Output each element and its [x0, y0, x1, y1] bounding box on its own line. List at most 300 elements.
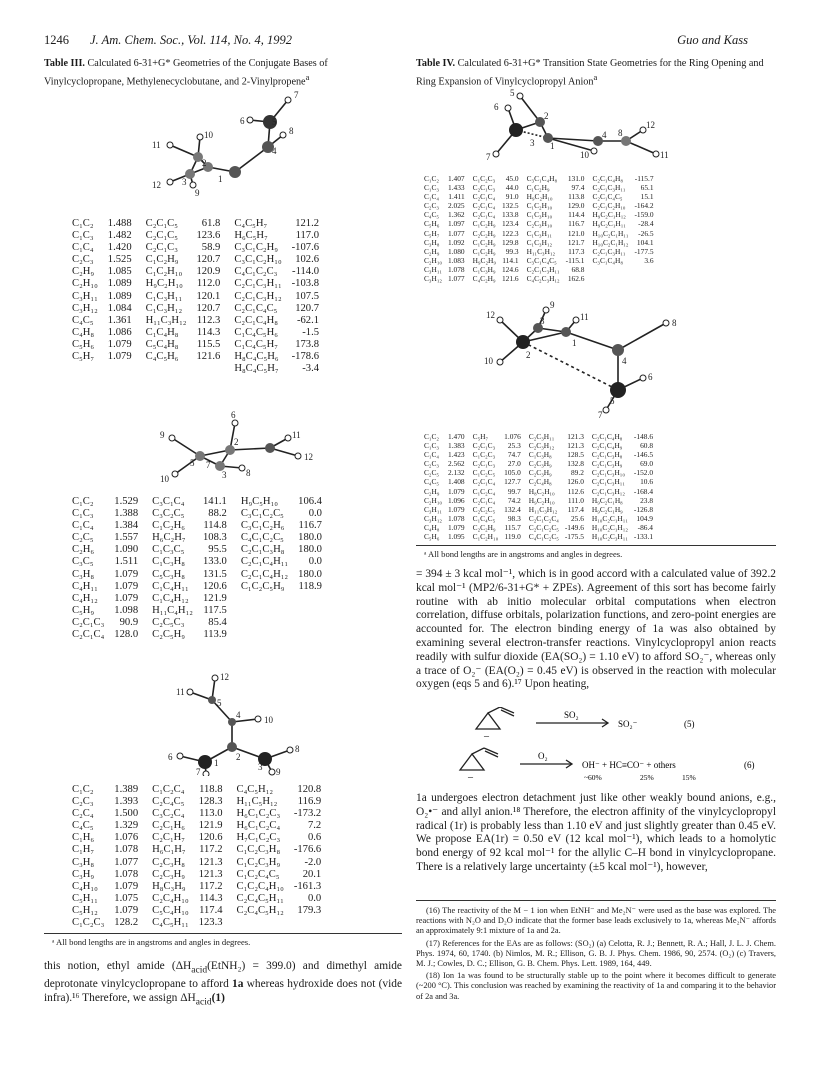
value-cell: 0.0: [307, 892, 322, 904]
parameter-cell: C₂C₁C₃: [472, 183, 496, 193]
table-row: [424, 496, 661, 505]
parameter-cell: C₂C₁C₄: [472, 192, 496, 202]
value-cell: 119.0: [504, 532, 521, 542]
value-cell: [294, 917, 335, 929]
parameter-cell: C₂C₁C₄C₅: [234, 302, 278, 314]
value-cell: 3.6: [644, 255, 654, 265]
atom-label: 12: [646, 120, 655, 130]
parameter-cell: C₂C₄: [72, 808, 94, 820]
parameter-cell: C₃H₁₂: [72, 302, 98, 314]
parameter-cell: C₂C₁C₃H₉: [591, 459, 623, 469]
table3-block1: [72, 218, 333, 375]
parameter-cell: H₉C₂C₁H₈: [591, 495, 623, 505]
parameter-cell: [241, 605, 298, 617]
parameter-cell: H₉C₅H₁₀: [240, 496, 278, 507]
parameter-cell: C₁C₂C₃H₉: [236, 856, 281, 868]
parameter-cell: H₉C₂H₁₀: [526, 192, 553, 202]
value-cell: 2.132: [448, 468, 465, 478]
parameter-cell: C₂C₁C₄H₈: [591, 432, 623, 441]
parameter-cell: H₉C₂C₁H₁₂: [592, 210, 626, 220]
body-bold: (1): [211, 991, 225, 1004]
value-cell: 69.0: [640, 459, 654, 469]
table-row: [424, 514, 661, 523]
value-cell: -3.4: [302, 363, 320, 375]
table4-caption-text: Calculated 6-31+G* Transition State Geometries for the Ring Opening and Ring Expansion of Vinylcyclopropyl Anion: [416, 58, 764, 87]
value-cell: 97.4: [571, 183, 585, 193]
atom-label: 12: [220, 672, 229, 682]
table-row: [424, 441, 661, 450]
journal-citation: J. Am. Chem. Soc., Vol. 114, No. 4, 1992: [90, 33, 292, 47]
parameter-cell: C₄C₅: [424, 210, 440, 220]
value-cell: 27.0: [507, 459, 521, 469]
value-cell: 65.1: [640, 183, 654, 193]
parameter-cell: [241, 593, 298, 605]
atom-label: 8: [246, 468, 251, 478]
table-row: [424, 477, 661, 486]
parameter-cell: C₂C₃H₈: [152, 856, 185, 868]
parameter-cell: C₅H₉: [72, 604, 95, 616]
atom-label: 5: [272, 117, 277, 127]
parameter-cell: C₂C₁C₄H₈: [234, 314, 278, 326]
value-cell: 114.8: [203, 520, 227, 532]
parameter-cell: C₂C₃: [424, 459, 440, 469]
right-body-text-2: [416, 792, 776, 875]
value-cell: 122.3: [501, 228, 519, 238]
value-cell: 1.383: [448, 441, 465, 451]
parameter-cell: C₁C₄: [424, 192, 440, 202]
value-cell: [196, 363, 234, 375]
value-cell: 120.6: [202, 580, 227, 592]
value-cell: 1.079: [114, 592, 139, 604]
atom-label: 5: [610, 396, 615, 406]
atom-label: 11: [176, 687, 185, 697]
parameter-cell: C₄C₅H₁₂: [236, 784, 274, 795]
parameter-cell: C₃C₁C₂H₁₀: [234, 254, 282, 266]
atom-label: 8: [618, 128, 623, 138]
value-cell: 126.0: [567, 477, 584, 487]
eq5-reagent: SO₂: [564, 710, 579, 720]
table-row: [72, 820, 335, 832]
value-cell: 85.4: [208, 616, 227, 628]
eq6-number: (6): [744, 760, 755, 770]
atom-label: 12: [304, 452, 313, 462]
body-fragment: whereas hydroxide does not (vide infra).¹⁶ Therefore, we assign ΔH: [44, 978, 403, 1004]
parameter-cell: C₂C₁C₄H₉: [591, 441, 623, 451]
parameter-cell: C₂C₁C₃H₁₂: [591, 486, 625, 496]
parameter-cell: C₂H₁₀: [72, 278, 98, 290]
value-cell: 0.6: [307, 832, 322, 844]
table4-block1: [424, 174, 662, 283]
parameter-cell: C₁C₂C₅H₉: [240, 580, 285, 592]
atom-label: 11: [580, 312, 589, 322]
parameter-cell: C₂C₁C₄H₁₁: [240, 556, 289, 568]
value-cell: 162.6: [567, 274, 585, 284]
table3-footnote: ᵃ All bond lengths are in angstroms and angles in degrees.: [52, 937, 251, 947]
value-cell: 120.1: [196, 290, 221, 302]
value-cell: 1.077: [114, 856, 139, 868]
parameter-cell: H₁₀C₂C₃H₁₁: [591, 532, 628, 542]
table-row: [72, 363, 333, 375]
parameter-cell: C₁C₂: [72, 218, 94, 229]
value-cell: 123.6: [196, 230, 221, 242]
value-cell: 115.7: [504, 522, 521, 532]
parameter-cell: C₄C₅: [424, 477, 440, 487]
parameter-cell: C₁H₆: [72, 832, 95, 844]
table-row: [424, 219, 662, 228]
value-cell: -2.0: [304, 856, 322, 868]
value-cell: 1.077: [448, 228, 465, 238]
value-cell: -114.0: [292, 266, 320, 278]
value-cell: 1.092: [448, 237, 465, 247]
parameter-cell: C₄H₁₀: [72, 880, 98, 892]
value-cell: 1.511: [114, 556, 139, 568]
body-fragment: (EtNH₂) = 399.0) and dimethyl amide deprotonate vinylcyclopropane to afford: [44, 960, 402, 991]
body-fragment: this notion, ethyl amide (ΔH: [44, 960, 192, 972]
parameter-cell: C₁C₂C₃: [72, 917, 105, 929]
parameter-cell: C₁C₂: [72, 784, 94, 795]
parameter-cell: [241, 617, 298, 629]
parameter-cell: C₂C₁C₅: [145, 218, 178, 229]
value-cell: 1.361: [107, 314, 132, 326]
value-cell: 1.078: [448, 513, 465, 523]
value-cell: 112.0: [196, 278, 221, 290]
running-authors: Guo and Kass: [677, 33, 748, 47]
value-cell: 128.2: [114, 917, 139, 929]
parameter-cell: C₃C₂C₅: [152, 508, 185, 520]
value-cell: 1.079: [114, 568, 139, 580]
table3-block3: [72, 784, 335, 929]
parameter-cell: C₂C₁C₃H₁₁: [591, 477, 625, 487]
parameter-cell: C₃H₁₂: [424, 513, 442, 523]
parameter-cell: C₂C₁C₄: [72, 629, 105, 641]
table-row: [72, 315, 333, 327]
value-cell: 123.4: [501, 219, 519, 229]
value-cell: 179.3: [297, 904, 322, 916]
parameter-cell: H₁₁C₃H₁₂: [145, 314, 187, 326]
atom-label: 6: [648, 372, 653, 382]
parameter-cell: C₁C₂H₁₀: [526, 201, 553, 211]
atom-label: 7: [196, 767, 201, 776]
atom-label: 6: [494, 102, 499, 112]
table3-label: Table III.: [44, 58, 85, 69]
value-cell: 15.1: [640, 192, 654, 202]
parameter-cell: C₃C₅: [72, 556, 94, 568]
parameter-cell: C₁C₄C₅H₆: [234, 326, 278, 338]
table4-label: Table IV.: [416, 58, 456, 69]
value-cell: 141.1: [202, 496, 227, 507]
parameter-cell: C₄C₂H₉: [472, 274, 496, 284]
value-cell: 1.078: [448, 264, 465, 274]
value-cell: 1.079: [114, 580, 139, 592]
value-cell: [634, 274, 661, 283]
value-cell: [298, 593, 336, 605]
parameter-cell: C₁C₃H₁₁: [526, 228, 553, 238]
table3-rule: [44, 933, 402, 934]
value-cell: 107.5: [295, 290, 320, 302]
parameter-cell: C₂C₁C₂C₅: [528, 522, 559, 532]
value-cell: [298, 629, 336, 641]
value-cell: 116.7: [298, 520, 322, 532]
parameter-cell: C₂C₁C₅: [145, 230, 178, 242]
parameter-cell: C₂H₁₀: [424, 255, 442, 265]
atom-label: 3: [182, 177, 187, 187]
value-cell: -107.6: [291, 242, 320, 254]
value-cell: 118.9: [298, 580, 322, 592]
parameter-cell: C₂C₁C₃H₁₁: [592, 183, 626, 193]
value-cell: 114.3: [199, 892, 223, 904]
value-cell: 20.1: [302, 868, 322, 880]
svg-text:–: –: [468, 772, 473, 783]
parameter-cell: H₁₁C₃H₁₂: [526, 246, 556, 256]
value-cell: 1.076: [504, 432, 521, 441]
parameter-cell: [237, 917, 294, 929]
table-row: [424, 505, 661, 514]
value-cell: -115.7: [634, 174, 654, 183]
parameter-cell: C₂C₁C₃H₁₀: [591, 468, 625, 478]
body-paragraph: 1a undergoes electron detachment just like other weakly bound anions, e.g., O₂•⁻ and allyl anion.¹⁸ Therefore, the electron affinity of the vinylcyclopropyl radical (1r) is probably less than 1.10 eV and just slightly greater than 0.45 eV. We propose EA(1r) = 0.50 eV (12 kcal mol⁻¹), which leads to a homolytic bond energy of 92 kcal mol⁻¹ for the allylic C–H bond in vinylcyclopropane. There is a relatively large uncertainty (±5 kcal mol⁻¹), however,: [416, 792, 776, 873]
eq6-yield: 25%: [640, 773, 654, 782]
atom-label: 6: [240, 116, 245, 126]
parameter-cell: H₉C₂H₉: [472, 255, 496, 265]
value-cell: -178.6: [291, 351, 320, 363]
parameter-cell: C₁C₄C₅H₇: [234, 338, 278, 350]
parameter-cell: C₁C₃H₁₁: [145, 290, 183, 302]
parameter-cell: C₅H₇: [472, 432, 489, 441]
value-cell: 121.9: [198, 820, 223, 832]
parameter-cell: C₂H₉: [72, 266, 95, 278]
value-cell: 117.4: [567, 504, 584, 514]
parameter-cell: C₃C₁C₄H₈: [526, 174, 558, 183]
parameter-cell: C₁C₃H₉: [472, 264, 496, 274]
atom-label: 9: [160, 430, 165, 440]
atom-label: 10: [160, 474, 169, 484]
table-row: [72, 784, 335, 796]
value-cell: 1.077: [448, 274, 465, 284]
table-row: [424, 265, 662, 274]
refs-rule: [416, 900, 776, 901]
table-row: [72, 905, 335, 917]
table-row: [72, 893, 335, 905]
parameter-cell: C₁C₃: [72, 508, 94, 520]
eq5-number: (5): [684, 719, 695, 729]
parameter-cell: C₃H₈: [72, 568, 95, 580]
value-cell: 121.9: [202, 592, 227, 604]
value-cell: 133.8: [501, 210, 519, 220]
parameter-cell: C₄C₁C₂C₅: [528, 532, 559, 542]
parameter-cell: C₁C₄H₁₁: [152, 580, 189, 592]
parameter-cell: C₁C₂: [424, 174, 440, 183]
parameter-cell: C₅H₆: [424, 219, 440, 229]
value-cell: -133.1: [633, 532, 654, 542]
value-cell: -146.5: [633, 450, 654, 460]
value-cell: 95.5: [208, 544, 227, 556]
parameter-cell: C₃C₂C₄: [152, 808, 185, 820]
atom-label: 6: [168, 752, 173, 762]
atom-label: 5: [190, 458, 195, 468]
value-cell: 2.025: [448, 201, 465, 211]
value-cell: 1.090: [114, 544, 139, 556]
parameter-cell: C₁C₃: [72, 230, 94, 242]
value-cell: 1.433: [448, 183, 465, 193]
parameter-cell: H₁₁C₃H₁₂: [528, 504, 558, 514]
parameter-cell: C₂C₁C₄: [472, 477, 496, 487]
parameter-cell: H₉C₂H₁₀: [528, 495, 555, 505]
atom-label: 2: [526, 350, 531, 360]
parameter-cell: H₈C₂H₁₀: [528, 486, 555, 496]
reference-16: (16) The reactivity of the M − 1 ion when EtNH⁻ and Me₂N⁻ were used as the base was explored. The reactions with N₂O and D₂O indicate that the former base leads exclusively to 1a, whereas Me₂N⁻ affords an approximately 9:1 mixture of 1a and 2a.: [416, 906, 776, 936]
value-cell: 1.083: [448, 255, 465, 265]
parameter-cell: C₂C₁C₃H₁₂: [234, 290, 282, 302]
table-row: [72, 556, 336, 568]
value-cell: 128.0: [114, 629, 139, 641]
parameter-cell: C₂C₁C₃H₁₁: [592, 246, 626, 256]
value-cell: [108, 363, 146, 375]
parameter-cell: C₅H₆: [424, 532, 440, 542]
table-row: [72, 303, 333, 315]
parameter-cell: C₅C₃H₈: [152, 568, 185, 580]
parameter-cell: C₃C₁C₄H₈: [592, 255, 623, 265]
molecule-2-structure: [130, 408, 350, 490]
value-cell: 128.3: [198, 796, 223, 808]
parameter-cell: H₉C₂C₁H₁₁: [592, 219, 626, 229]
parameter-cell: C₂C₄H₁₀: [152, 892, 189, 904]
parameter-cell: C₂C₁C₄H₁₂: [240, 568, 289, 580]
value-cell: 0.0: [308, 556, 322, 568]
parameter-cell: C₂C₃: [72, 254, 94, 266]
table-row: [72, 617, 336, 629]
atom-label: 7: [598, 410, 603, 420]
value-cell: 113.8: [568, 192, 585, 202]
parameter-cell: C₄C₁C₂C₅: [240, 532, 284, 544]
atom-label: 8: [672, 318, 677, 328]
atom-label: 3: [258, 762, 263, 772]
value-cell: 1.096: [448, 495, 465, 505]
value-cell: 114.3: [196, 326, 221, 338]
parameter-cell: C₂C₃H₁₂: [528, 441, 555, 451]
table-row: [72, 266, 333, 278]
value-cell: 117.2: [199, 844, 223, 856]
parameter-cell: C₃H₈: [424, 237, 440, 247]
atom-label: 3: [530, 138, 535, 148]
parameter-cell: C₄C₁C₂C₃: [234, 266, 278, 278]
value-cell: 1.411: [448, 192, 465, 202]
parameter-cell: C₁C₂H₉: [145, 254, 179, 266]
value-cell: 121.3: [567, 441, 584, 451]
value-cell: 1.078: [114, 844, 139, 856]
parameter-cell: H₇C₁C₂C₃: [236, 832, 281, 844]
atom-label: 10: [204, 130, 213, 140]
table-row: [72, 869, 335, 881]
value-cell: 120.9: [196, 266, 221, 278]
parameter-cell: C₂C₃: [72, 796, 94, 808]
parameter-cell: C₂C₅: [72, 532, 94, 544]
parameter-cell: C₄C₅H₆: [145, 351, 179, 363]
parameter-cell: C₄H₈: [72, 326, 95, 338]
value-cell: 1.086: [107, 326, 132, 338]
body-paragraph: = 394 ± 3 kcal mol⁻¹, which is in good accord with a calculated value of 392.2 kcal mol⁻¹ (MP2/6-31+G* + ZPEs). Agreement of this sort has become fairly routine with ab initio molecular orbital computations when electron correlation, diffuse orbitals, polarization functions, and zero-point energies are accounted for. The electron binding energy of 1a was also obtained by examining several electron-transfer reactions. Vinylcyclopropyl anion reacts readily with sulfur dioxide (EA(SO₂) = 1.10 eV) to afford SO₂⁻, whereas only a trace of O₂⁻ (EA(O₂) = 0.45 eV) is observed in the reaction with molecular oxygen (eqs 5 and 6).¹⁷ Upon heating,: [416, 568, 776, 691]
table3-caption: Table III. Calculated 6-31+G* Geometries of the Conjugate Bases of Vinylcyclopropane, Methylenecyclobutane, and 2-Vinylpropene$^a$: [44, 58, 328, 87]
value-cell: 25.3: [507, 441, 521, 451]
table-row: [424, 487, 661, 496]
parameter-cell: C₂C₁C₃: [145, 242, 178, 254]
value-cell: 132.8: [567, 459, 584, 469]
parameter-cell: C₂C₁C₃H₈: [591, 450, 623, 460]
value-cell: 123.3: [198, 917, 223, 929]
value-cell: 1.095: [448, 532, 465, 542]
parameter-cell: C₁C₂C₃: [472, 174, 496, 183]
value-cell: 1.079: [114, 880, 139, 892]
value-cell: -26.5: [638, 228, 654, 238]
value-cell: 131.5: [202, 568, 227, 580]
table-row: [424, 183, 662, 192]
value-cell: 117.5: [203, 604, 227, 616]
atom-label: 1: [218, 174, 223, 184]
eq6-products: OH⁻ + HC≡CO⁻ + others: [582, 760, 676, 770]
value-cell: 2.562: [448, 459, 465, 469]
table-row: [72, 808, 335, 820]
parameter-cell: C₁C₂H₆: [152, 520, 185, 532]
table-row: [72, 917, 335, 929]
value-cell: 45.0: [505, 174, 519, 183]
value-cell: 124.6: [501, 264, 519, 274]
atom-label: 11: [152, 140, 161, 150]
value-cell: -152.0: [633, 468, 654, 478]
parameter-cell: C₁C₃H₈: [152, 556, 185, 568]
parameter-cell: C₂C₂C₅: [472, 504, 496, 514]
parameter-cell: C₁C₃: [424, 441, 440, 451]
table-row: [72, 230, 333, 242]
value-cell: 1.080: [448, 246, 465, 256]
parameter-cell: C₂C₁C₄C₅: [592, 192, 623, 202]
table-row: [72, 605, 336, 617]
table-row: [424, 274, 662, 283]
value-cell: 129.8: [501, 237, 519, 247]
atom-label: 1: [550, 141, 555, 151]
value-cell: 44.0: [505, 183, 519, 193]
value-cell: 1.098: [114, 604, 139, 616]
value-cell: 121.0: [567, 228, 585, 238]
parameter-cell: C₂C₁C₃: [472, 459, 496, 469]
value-cell: -148.6: [633, 432, 654, 441]
atom-label: 11: [292, 430, 301, 440]
value-cell: 102.6: [295, 254, 320, 266]
value-cell: 1.097: [448, 219, 465, 229]
parameter-cell: C₂H₉: [424, 486, 440, 496]
atom-label: 5: [217, 698, 222, 708]
value-cell: 132.4: [504, 504, 521, 514]
parameter-cell: C₂C₅C₃: [152, 616, 185, 628]
atom-label: 5: [510, 88, 515, 98]
atom-label: 12: [486, 310, 495, 320]
value-cell: 173.8: [295, 338, 320, 350]
table-row: [424, 210, 662, 219]
parameter-cell: H₈C₃H₉: [152, 880, 186, 892]
atom-label: 12: [152, 180, 161, 190]
table-row: [72, 532, 336, 544]
value-cell: 1.362: [448, 210, 465, 220]
parameter-cell: C₃H₁₁: [424, 504, 442, 514]
value-cell: 99.7: [507, 486, 521, 496]
atom-label: 10: [580, 150, 589, 160]
parameter-cell: C₂C₄C₅H₁₂: [236, 904, 284, 916]
value-cell: 121.7: [567, 237, 585, 247]
atom-label: 7: [486, 152, 491, 162]
parameter-cell: C₁C₂C₄H₁₀: [236, 880, 284, 892]
parameter-cell: C₂C₁C₂H₁₀: [592, 201, 626, 211]
reference-18: (18) Ion 1a was found to be structurally stable up to the point where it becomes difficult to generate (~200 °C). This conclusion was reached by examining the reactivity of 1a and comparing it to the behavior of 2a and 3a.: [416, 971, 776, 1001]
value-cell: 1.084: [107, 302, 132, 314]
parameter-cell: C₅H₁₂: [72, 904, 98, 916]
